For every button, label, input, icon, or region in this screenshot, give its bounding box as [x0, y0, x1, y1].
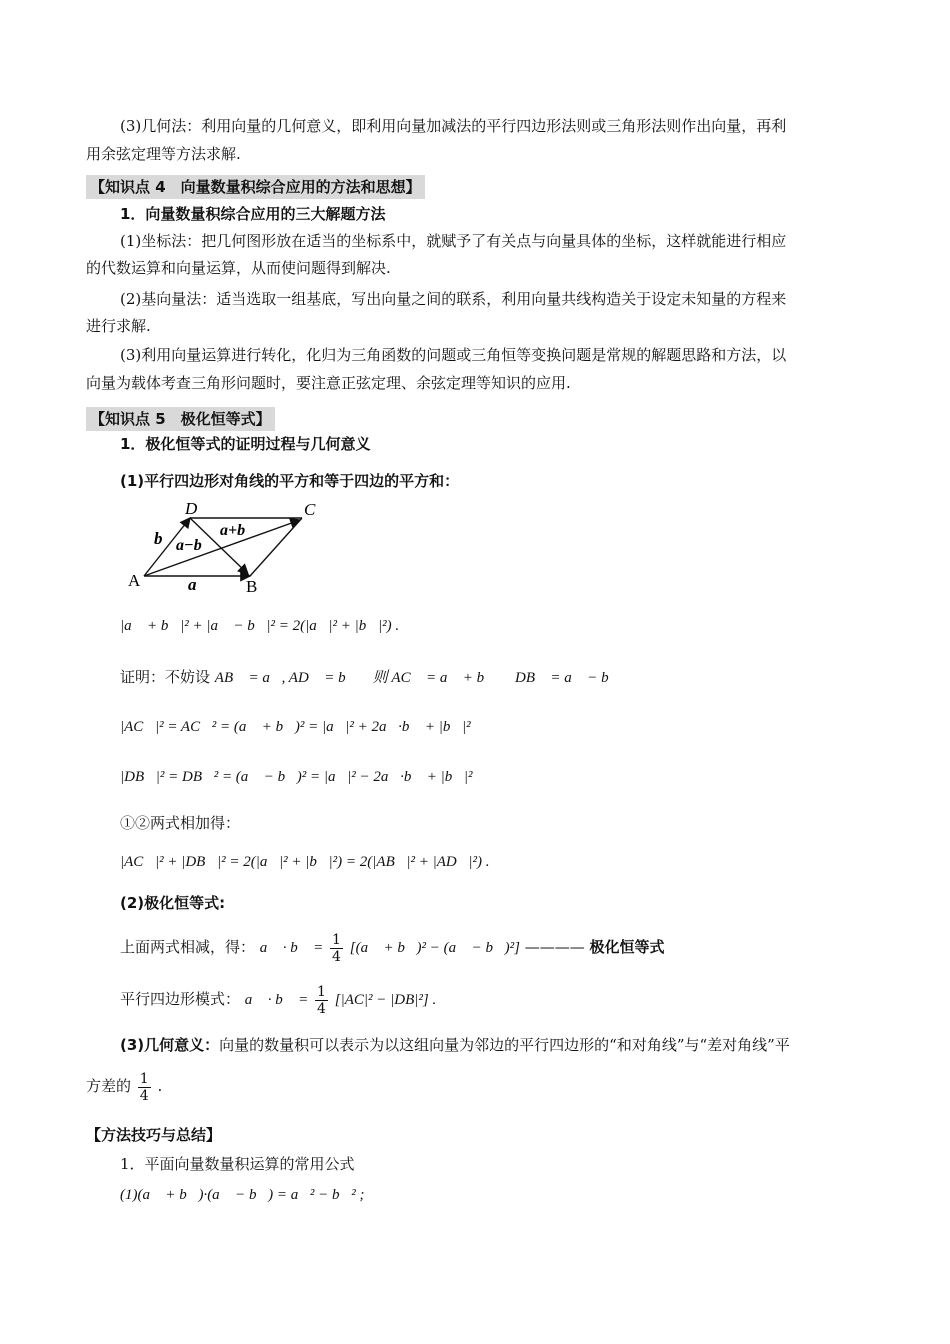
geometric-meaning-text: 向量的数量积可以表示为以这组向量为邻边的平行四边形的“和对角线”与“差对角线”平: [219, 1036, 790, 1054]
fraction-denominator: 4: [139, 1087, 149, 1104]
fraction-denominator: 4: [332, 948, 341, 965]
equation-db-squared: |DB⃗|² = DB⃗² = (a⃗ − b⃗)² = |a⃗|² − 2a⃗·b⃗ + |b⃗|² ②，: [120, 769, 500, 785]
label-a-minus-b: a−b: [176, 537, 202, 554]
paragraph-transform-method-line2: 向量为载体考查三角形问题时，要注意正弦定理、余弦定理等知识的应用.: [86, 374, 571, 392]
subheading-parallelogram-diagonals: (1)平行四边形对角线的平方和等于四边的平方和：: [120, 472, 460, 490]
paragraph-geometric-method-line1: (3)几何法：利用向量的几何意义，即利用向量加减法的平行四边形法则或三角形法则作出向量，再利: [120, 117, 787, 135]
fraction-denominator: 4: [317, 1000, 326, 1017]
polarization-lhs: a⃗ · b⃗ =: [259, 940, 324, 956]
label-vector-a: a: [188, 575, 197, 594]
geometric-meaning-label: (3)几何意义：: [120, 1036, 220, 1054]
equation-polarization: [120, 929, 900, 965]
paragraph-transform-method-line1: (3)利用向量运算进行转化，化归为三角函数的问题或三角恒等变换问题是常规的解题思路和方法，以: [120, 346, 787, 364]
methods-item-1: 1．平面向量数量积运算的常用公式: [120, 1155, 355, 1173]
paragraph-coordinate-method-line2: 的代数运算和向量运算，从而使问题得到解决.: [86, 259, 391, 277]
proof-vectors: AB⃗ = a⃗, AD⃗ = b⃗ ，则 AC⃗ = a⃗ + b⃗ ， DB⃗ = a⃗ − b⃗ ，: [214, 670, 636, 686]
parallelogram-diagram: [120, 498, 330, 594]
side-bc: [250, 518, 302, 576]
equation-parallelogram-mode: [120, 981, 900, 1017]
sum-label: ①②两式相加得：: [120, 814, 241, 832]
label-c-point: C: [304, 500, 316, 519]
polarization-name: 极化恒等式: [589, 938, 665, 956]
equation-parallelogram-law: |a⃗ + b⃗|² + |a⃗ − b⃗|² = 2(|a⃗|² + |b⃗|²) .: [120, 618, 400, 634]
proof-setup: [120, 667, 900, 688]
parallelogram-mode-label: 平行四边形模式：: [120, 990, 241, 1008]
fraction-numerator: 1: [317, 983, 326, 1000]
label-d-point: D: [185, 499, 198, 518]
subheading-three-methods: 1．向量数量积综合应用的三大解题方法: [120, 205, 386, 223]
fraction-numerator: 1: [332, 931, 341, 948]
proof-label: 证明：不妨设: [120, 668, 211, 686]
geometric-meaning-end: 方差的: [86, 1077, 132, 1095]
paragraph-coordinate-method-line1: (1)坐标法：把几何图形放在适当的坐标系中，就赋予了有关点与向量具体的坐标，这样就能进行相应: [120, 232, 787, 250]
paragraph-basis-method-line1: (2)基向量法：适当选取一组基底，写出向量之间的联系，利用向量共线构造关于设定未知量的方程来: [120, 290, 787, 308]
section-header-methods: 【方法技巧与总结】: [86, 1126, 222, 1144]
methods-formula-1: (1)(a⃗ + b⃗)·(a⃗ − b⃗) = a⃗² − b⃗² ;: [120, 1187, 365, 1203]
label-b-point: B: [246, 577, 258, 594]
geometric-meaning-line2: [86, 1066, 866, 1106]
fraction-one-quarter: [330, 932, 343, 965]
fraction-one-quarter-2: [315, 984, 328, 1017]
subheading-polarization-identity: (2)极化恒等式:: [120, 894, 226, 912]
geometric-meaning-period: .: [157, 1077, 163, 1095]
paragraph-geometric-method-line2: 用余弦定理等方法求解.: [86, 145, 241, 163]
geometric-meaning-line1: [120, 1035, 900, 1055]
section-header-knowledge-5: 【知识点 5 极化恒等式】: [86, 407, 275, 431]
polarization-rhs: [(a⃗ + b⃗)² − (a⃗ − b⃗)²]: [349, 940, 520, 956]
fraction-numerator: 1: [139, 1070, 149, 1087]
parallelogram-mode-lhs: a⃗ · b⃗ =: [244, 992, 309, 1008]
equation-sum: |AC⃗|² + |DB⃗|² = 2(|a⃗|² + |b⃗|²) = 2(|AB⃗|² + |AD⃗|²) .: [120, 854, 490, 870]
paragraph-basis-method-line2: 进行求解.: [86, 317, 151, 335]
label-vector-b: b: [154, 529, 163, 548]
label-a-point: A: [128, 571, 141, 590]
subheading-polarization-proof: 1．极化恒等式的证明过程与几何意义: [120, 435, 371, 453]
section-header-knowledge-4: 【知识点 4 向量数量积综合应用的方法和思想】: [86, 175, 425, 199]
label-a-plus-b: a+b: [220, 522, 246, 539]
parallelogram-mode-rhs: [|AC|² − |DB|²] .: [334, 992, 437, 1008]
fraction-one-quarter-3: [138, 1071, 151, 1104]
equation-ac-squared: |AC⃗|² = AC⃗² = (a⃗ + b⃗)² = |a⃗|² + 2a⃗·b⃗ + |b⃗|² ①，: [120, 719, 498, 735]
subtraction-label: 上面两式相减，得：: [120, 938, 256, 956]
dash-separator: ————: [524, 938, 585, 956]
